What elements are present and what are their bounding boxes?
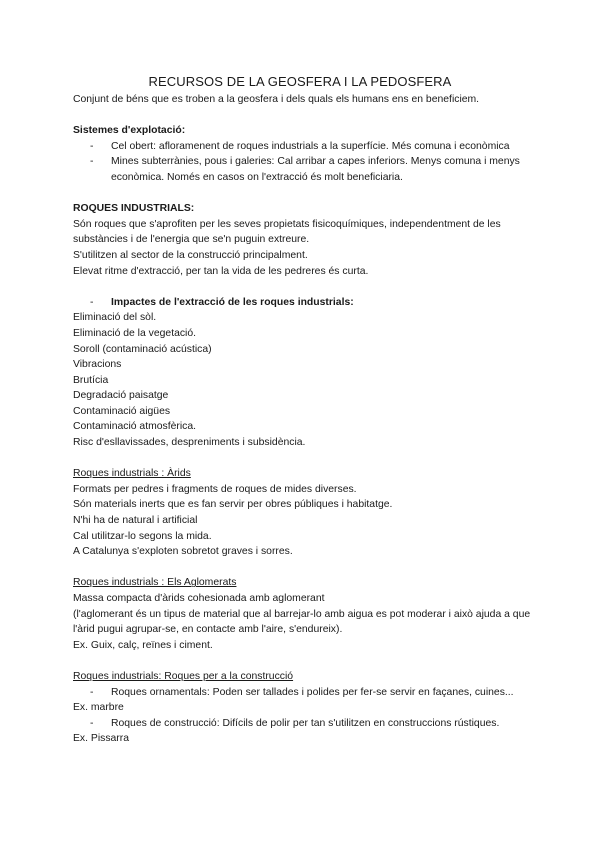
list-item: [73, 139, 543, 155]
construccio-example: Ex. marbre: [73, 702, 124, 714]
arids-line: Formats per pedres i fragments de roques de mides diverses.: [73, 483, 357, 495]
list-item: [73, 295, 543, 311]
list-item-text: Mines subterrànies, pous i galeries: Cal arribar a capes inferiors. Menys comuna i menys econòmica. Només en casos on l'extracció és molt beneficiaria.: [111, 156, 520, 183]
construccio-list-2: [73, 716, 543, 732]
construccio-example: Ex. Pissarra: [73, 733, 130, 745]
impact-item: Degradació paisatge: [73, 390, 169, 402]
list-item: [73, 716, 543, 732]
impact-item: Contaminació atmosfèrica.: [73, 421, 197, 433]
arids-line: N'hi ha de natural i artificial: [73, 515, 198, 527]
dash-bullet: -: [90, 140, 94, 152]
list-item-text: Roques ornamentals: Poden ser tallades i polides per fer-se servir en façanes, cuines...: [111, 686, 514, 698]
document-body: [73, 92, 543, 747]
impact-item: Brutícia: [73, 374, 109, 386]
industrial-line: S'utilitzen al sector de la construcció principalment.: [73, 249, 308, 261]
exploitation-heading: Sistemes d'explotació:: [73, 125, 186, 137]
list-item-text: Cel obert: afloramenent de roques industrials a la superfície. Més comuna i econòmica: [111, 140, 510, 152]
dash-bullet: -: [90, 717, 94, 729]
list-item-text: Roques de construcció: Difícils de polir per tan s'utilitzen en construccions rústiques.: [111, 717, 500, 729]
industrial-heading: ROQUES INDUSTRIALS:: [73, 203, 195, 215]
arids-line: A Catalunya s'exploten sobretot graves i sorres.: [73, 546, 293, 558]
construccio-heading: Roques industrials: Roques per a la construcció: [73, 670, 294, 682]
list-item: [73, 154, 543, 185]
impact-item: Eliminació del sòl.: [73, 312, 157, 324]
arids-line: Cal utilitzar-lo segons la mida.: [73, 530, 212, 542]
aglomerats-heading: Roques industrials : Els Aglomerats: [73, 577, 237, 589]
arids-heading: Roques industrials : Àrids: [73, 468, 191, 480]
page-title: RECURSOS DE LA GEOSFERA I LA PEDOSFERA: [148, 74, 452, 89]
impact-item: Soroll (contaminació acústica): [73, 343, 212, 355]
dash-bullet: -: [90, 296, 94, 308]
impact-item: Contaminació aigües: [73, 405, 171, 417]
impacts-heading: Impactes de l'extracció de les roques industrials:: [111, 296, 354, 308]
aglomerats-line: Ex. Guix, calç, reïnes i ciment.: [73, 639, 213, 651]
arids-line: Són materials inerts que es fan servir per obres públiques i habitatge.: [73, 499, 393, 511]
aglomerats-line: Massa compacta d'àrids cohesionada amb aglomerant: [73, 593, 325, 604]
impact-item: Vibracions: [73, 359, 122, 371]
aglomerats-line: (l'aglomerant és un tipus de material que al barrejar-lo amb aigua es pot moderar i això ajuda a que l'àrid pugui agrupar-se, en contacte amb l'aire, s'endureix).: [73, 608, 531, 636]
dash-bullet: -: [90, 156, 94, 168]
impacts-heading-list: [73, 295, 543, 311]
dash-bullet: -: [90, 686, 94, 698]
exploitation-list: [73, 139, 543, 186]
industrial-line: Elevat ritme d'extracció, per tan la vida de les pedreres és curta.: [73, 265, 369, 277]
intro-paragraph: Conjunt de béns que es troben a la geosfera i dels quals els humans ens en beneficiem.: [73, 94, 480, 105]
impact-item: Eliminació de la vegetació.: [73, 327, 197, 339]
construccio-list-1: [73, 685, 543, 701]
list-item: [73, 685, 543, 701]
impact-item: Risc d'esllavissades, despreniments i subsidència.: [73, 437, 306, 449]
industrial-line: Són roques que s'aprofiten per les seves propietats fisicoquímiques, independentment de les substàncies i de l'energia que se'n puguin extreure.: [73, 218, 501, 246]
